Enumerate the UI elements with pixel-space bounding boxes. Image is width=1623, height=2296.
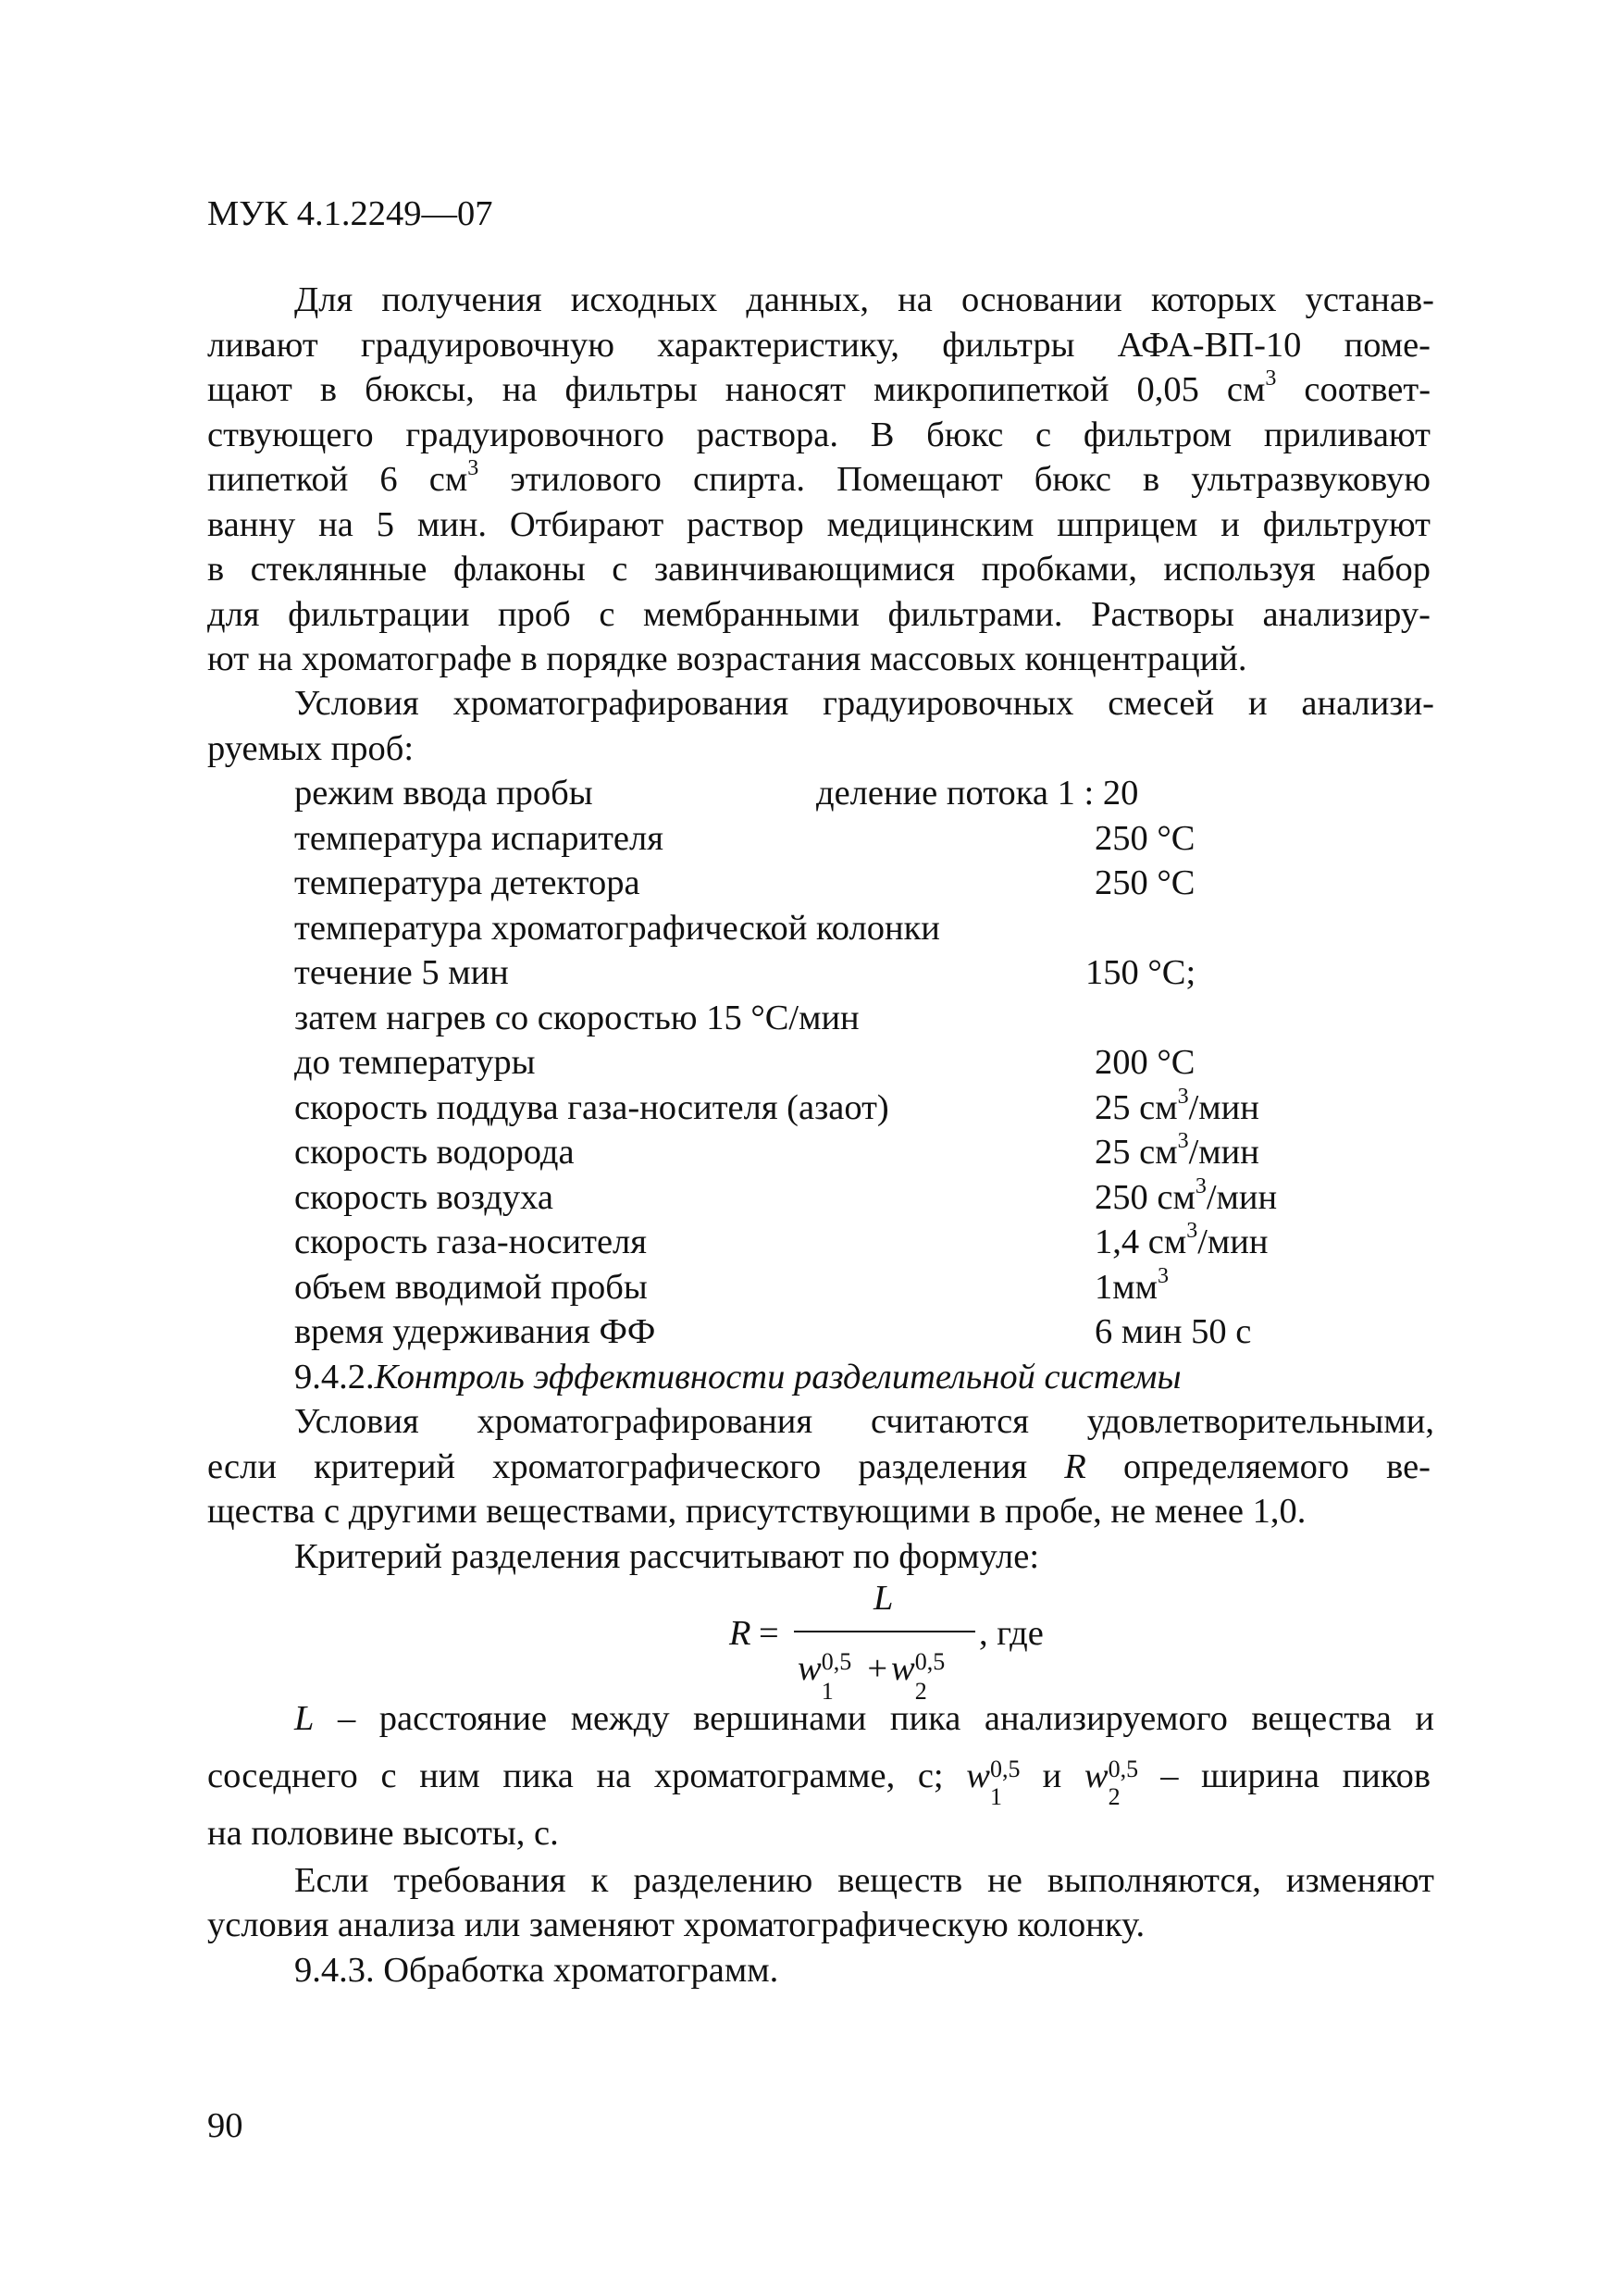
paragraph-line — [207, 456, 1431, 499]
text-span: 1мм — [1095, 1268, 1158, 1307]
text-span: определяемого ве- — [1122, 1447, 1431, 1486]
variable-w: w — [798, 1649, 822, 1688]
paragraph-line — [294, 1701, 1434, 1737]
text-span: этилового спирта. Помещают бюкс в ультразвуковую — [510, 460, 1431, 499]
paragraph-line: Условия хроматографирования считаются удовлетворительными, — [294, 1402, 1434, 1441]
formula-equals: = — [759, 1614, 779, 1653]
paragraph-line: ствующего градуировочного раствора. В бюкс с фильтром приливают — [207, 416, 1431, 454]
section-heading — [294, 1359, 1182, 1396]
formula-tail: , где — [979, 1614, 1044, 1653]
subscript: 2 — [1108, 1783, 1121, 1810]
paragraph-line — [207, 1756, 1431, 1810]
superscript: 3 — [1177, 1085, 1189, 1109]
paragraph-line: условия анализа или заменяют хроматографическую колонку. — [207, 1905, 1146, 1944]
condition-value: 250 °С — [1095, 819, 1196, 858]
text-span: 250 см — [1095, 1178, 1196, 1217]
text-span: и — [1042, 1756, 1062, 1795]
exponent: 0,5 — [914, 1648, 946, 1675]
variable-r: R — [1064, 1447, 1086, 1486]
condition-value: 250 °С — [1095, 863, 1196, 902]
superscript: 3 — [1186, 1219, 1198, 1243]
condition-value — [1095, 1264, 1169, 1307]
subscript: 1 — [821, 1678, 834, 1705]
condition-label: режим ввода пробы — [294, 774, 593, 813]
text-span: пипеткой 6 см — [207, 460, 468, 499]
condition-value: деление потока 1 : 20 — [816, 774, 1139, 813]
condition-value — [1095, 1085, 1259, 1127]
paragraph-line: Если требования к разделению веществ не выполняются, изменяют — [294, 1861, 1434, 1900]
condition-label: течение 5 мин — [294, 953, 509, 992]
variable-l: L — [294, 1699, 315, 1738]
paragraph-line: в стеклянные флаконы с завинчивающимися пробками, используя набор — [207, 550, 1431, 589]
text-span: /мин — [1188, 1133, 1259, 1172]
paragraph-line: Условия хроматографирования градуировочных смесей и анализи- — [294, 684, 1434, 723]
condition-label: скорость воздуха — [294, 1178, 553, 1217]
paragraph-line: Для получения исходных данных, на основании которых устанав- — [294, 280, 1434, 319]
text-span: /мин — [1206, 1178, 1278, 1217]
inline-w2 — [1084, 1756, 1139, 1810]
condition-label: температура испарителя — [294, 819, 663, 858]
condition-label: скорость поддува газа-носителя (азаот) — [294, 1088, 889, 1127]
superscript: 3 — [1265, 366, 1277, 391]
condition-value: 6 мин 50 с — [1095, 1312, 1252, 1351]
variable-w: w — [891, 1649, 915, 1688]
index-group — [1108, 1756, 1139, 1810]
condition-value — [1095, 1219, 1269, 1261]
paragraph-line: ливают градуировочную характеристику, фильтры АФА-ВП-10 поме- — [207, 326, 1431, 365]
page-number: 90 — [207, 2106, 243, 2145]
index-group — [821, 1648, 855, 1705]
paragraph-line: на половине высоты, с. — [207, 1814, 559, 1853]
condition-value: 150 °С; — [1085, 953, 1196, 992]
condition-label: время удерживания ФФ — [294, 1312, 656, 1351]
formula-numerator: L — [873, 1579, 894, 1618]
section-title: Контроль эффективности разделительной системы — [374, 1358, 1182, 1396]
subscript: 2 — [914, 1678, 927, 1705]
text-span: 1,4 см — [1095, 1222, 1187, 1261]
index-group — [914, 1648, 948, 1705]
superscript: 3 — [1157, 1264, 1169, 1288]
condition-value: 200 °С — [1095, 1043, 1196, 1082]
exponent: 0,5 — [989, 1756, 1021, 1782]
condition-label: температура детектора — [294, 863, 640, 902]
text-span: – расстояние между вершинами пика анализируемого вещества и — [337, 1699, 1434, 1738]
section-number: 9.4.2. — [294, 1358, 375, 1396]
condition-label: скорость газа-носителя — [294, 1222, 647, 1261]
plus-sign: + — [867, 1649, 888, 1688]
text-span: – ширина пиков — [1160, 1756, 1431, 1795]
superscript: 3 — [1177, 1129, 1189, 1153]
inline-w1 — [966, 1756, 1021, 1810]
condition-value — [1095, 1174, 1278, 1217]
document-header: МУК 4.1.2249—07 — [207, 194, 493, 233]
text-span: 25 см — [1095, 1088, 1178, 1127]
paragraph-line: для фильтрации проб с мембранными фильтрами. Растворы анализиру- — [207, 595, 1431, 634]
superscript: 3 — [467, 456, 479, 480]
condition-label: скорость водорода — [294, 1133, 575, 1172]
paragraph-line: ют на хроматографе в порядке возрастания массовых концентраций. — [207, 639, 1247, 678]
exponent: 0,5 — [1108, 1756, 1139, 1782]
text-span: 25 см — [1095, 1133, 1178, 1172]
superscript: 3 — [1195, 1174, 1207, 1198]
paragraph-line: щества с другими веществами, присутствующими в пробе, не менее 1,0. — [207, 1492, 1307, 1531]
exponent: 0,5 — [821, 1648, 852, 1675]
section-heading: 9.4.3. Обработка хроматограмм. — [294, 1951, 779, 1990]
text-span: /мин — [1188, 1088, 1259, 1127]
text-span: соседнего с ним пика на хроматограмме, с; — [207, 1756, 944, 1795]
index-group — [989, 1756, 1021, 1810]
condition-label: затем нагрев со скоростью 15 °С/мин — [294, 999, 860, 1037]
condition-label: объем вводимой пробы — [294, 1268, 648, 1307]
subscript: 1 — [989, 1783, 1002, 1810]
text-span: если критерий хроматографического разделения — [207, 1447, 1028, 1486]
text-span: соответ- — [1304, 370, 1431, 409]
variable-w: w — [966, 1756, 990, 1795]
paragraph-line: ванну на 5 мин. Отбирают раствор медицинским шприцем и фильтруют — [207, 505, 1431, 544]
text-span: /мин — [1197, 1222, 1269, 1261]
paragraph-line — [207, 366, 1431, 409]
formula-lhs: R — [729, 1614, 751, 1653]
paragraph-line — [207, 1449, 1431, 1485]
condition-label: до температуры — [294, 1043, 536, 1082]
condition-label: температура хроматографической колонки — [294, 909, 940, 948]
paragraph-line: Критерий разделения рассчитывают по формуле: — [294, 1537, 1040, 1576]
condition-value — [1095, 1129, 1259, 1172]
formula-denominator — [798, 1648, 948, 1705]
text-span: щают в бюксы, на фильтры наносят микропипеткой 0,05 см — [207, 370, 1266, 409]
variable-w: w — [1084, 1756, 1109, 1795]
fraction-bar — [794, 1631, 975, 1632]
paragraph-line: руемых проб: — [207, 729, 415, 768]
